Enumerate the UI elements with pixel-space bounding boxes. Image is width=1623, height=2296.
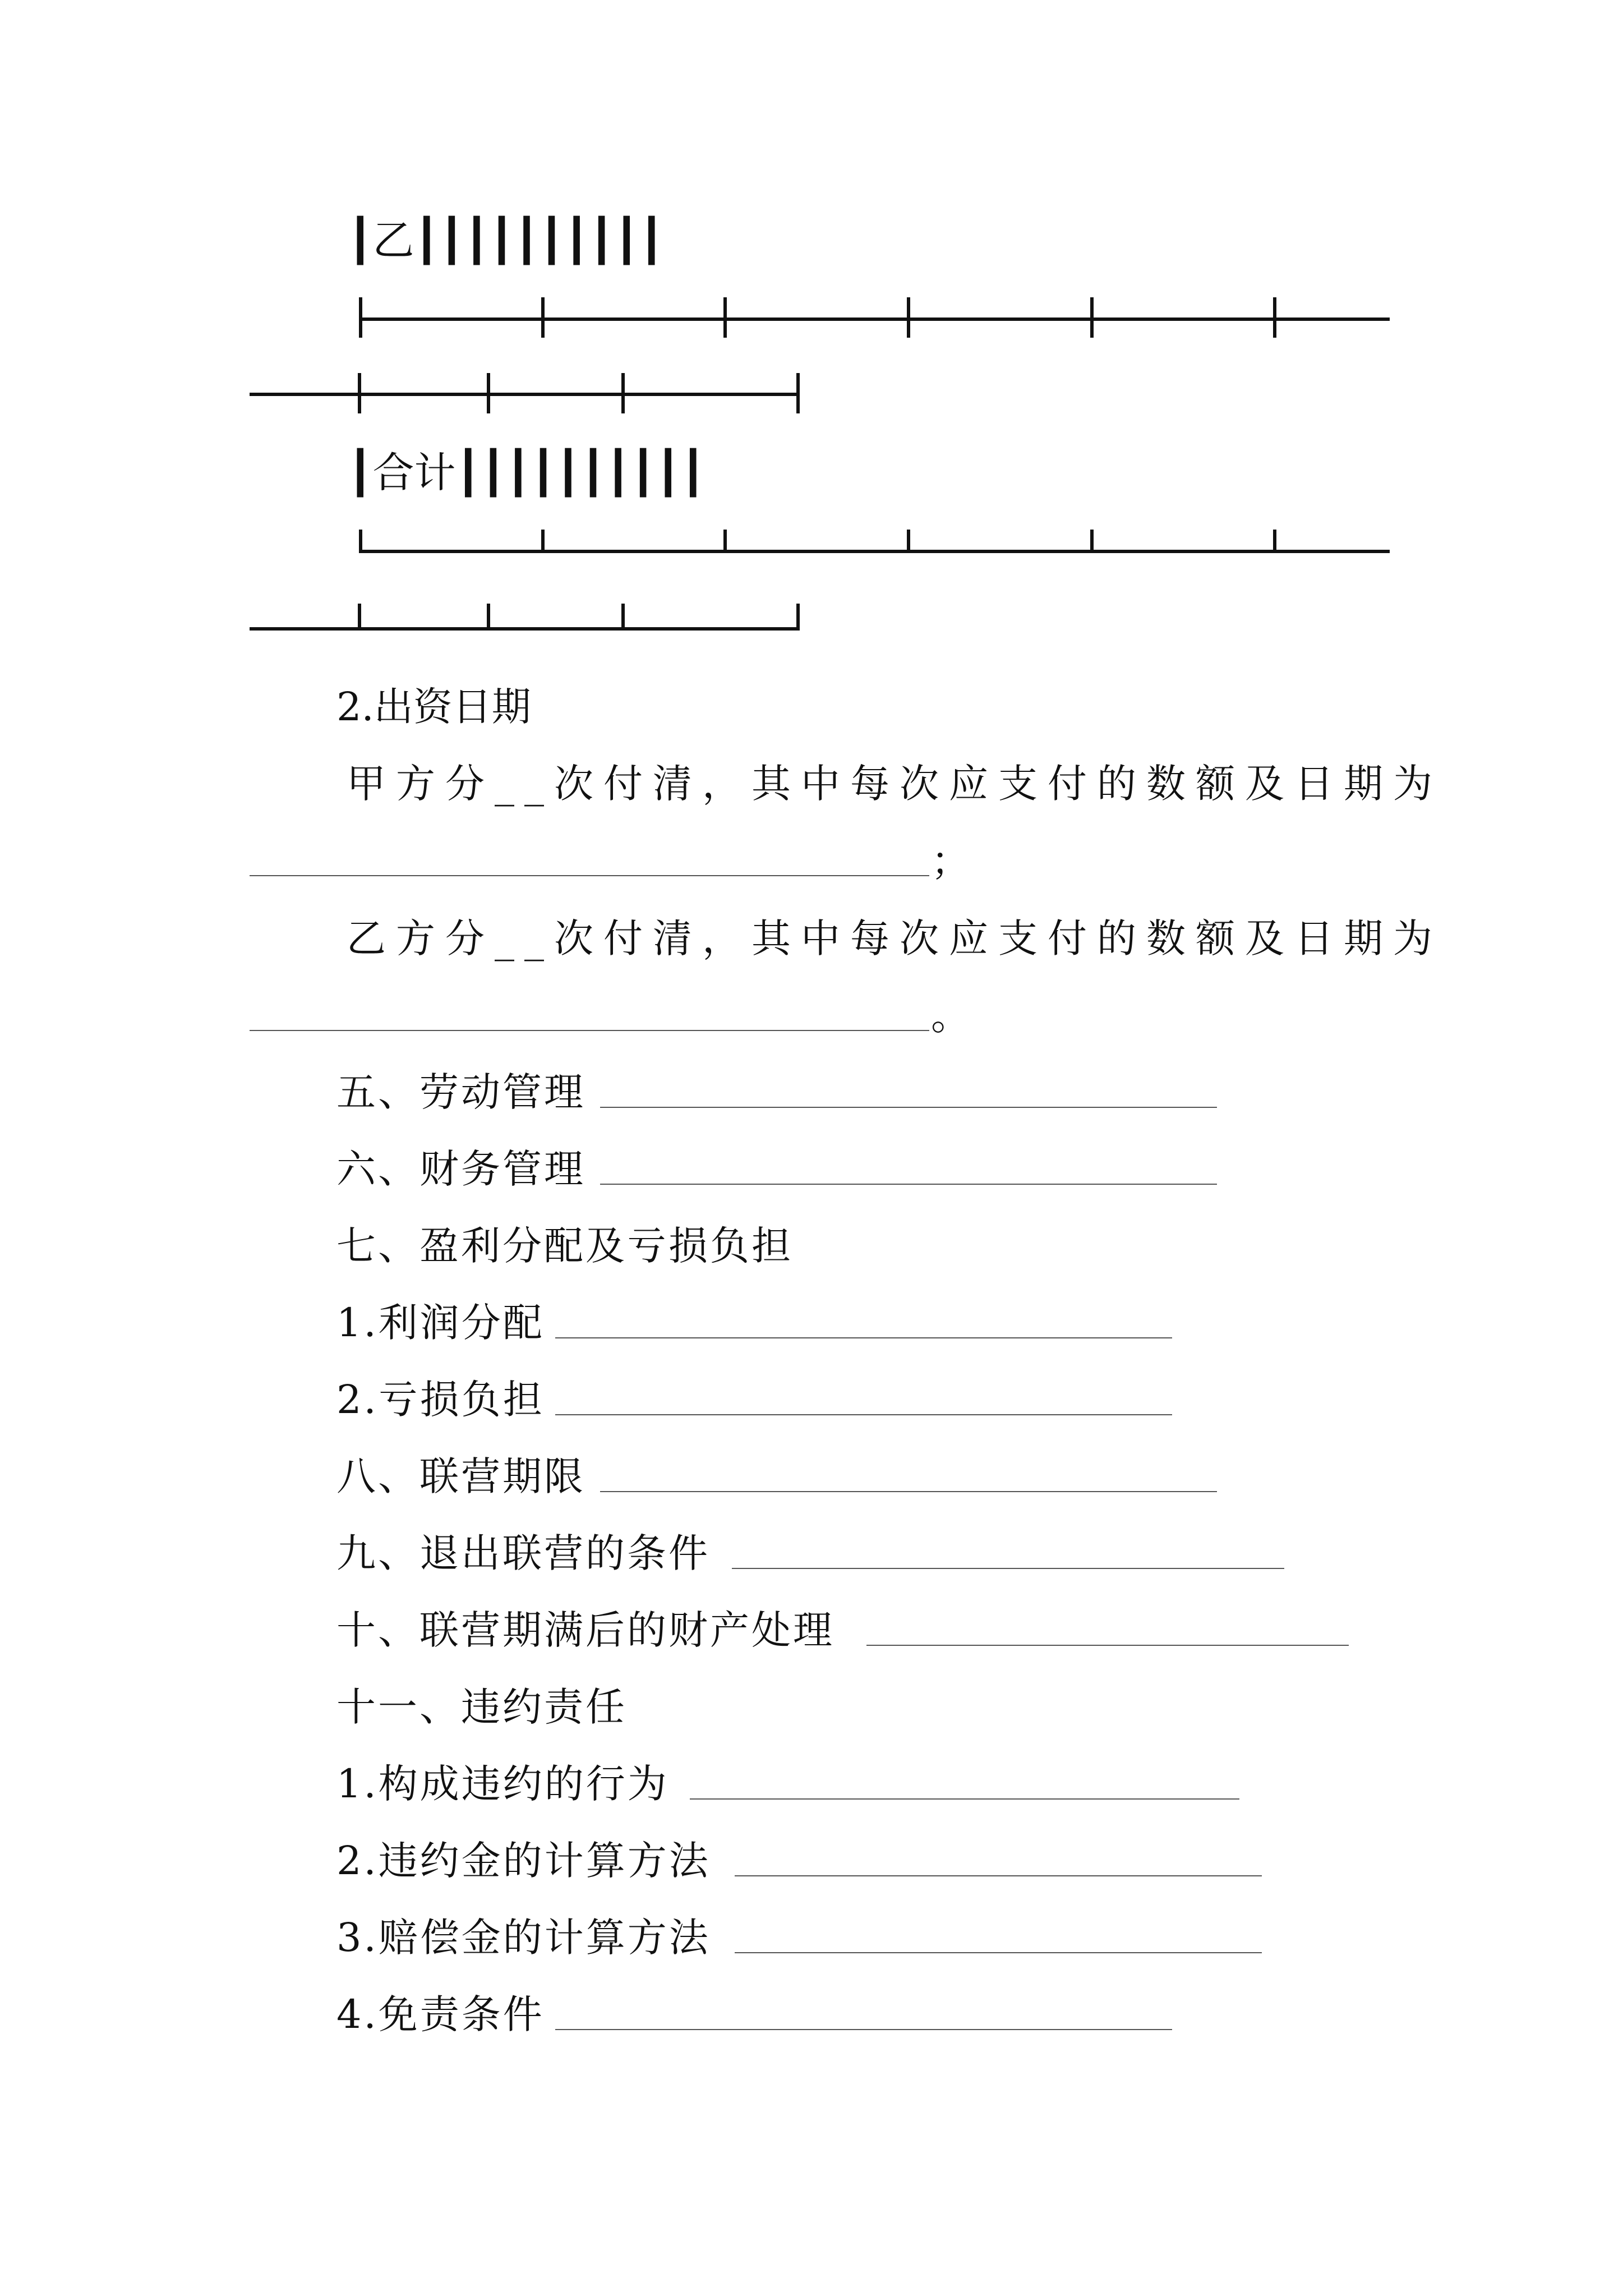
section-profit-loss: 七、盈利分配及亏损负担	[336, 1223, 793, 1269]
table-row-total: ┃合计┃┃┃┃┃┃┃┃┃┃	[348, 449, 706, 497]
fill-in-line	[250, 875, 929, 876]
table-row-yi: ┃乙┃┃┃┃┃┃┃┃┃┃	[348, 217, 665, 265]
fill-in-line	[555, 1337, 1172, 1338]
fill-in-line	[735, 1875, 1262, 1876]
fill-in-line	[600, 1107, 1217, 1108]
section-labor-management: 五、劳动管理	[336, 1069, 585, 1115]
fill-in-line	[866, 1645, 1349, 1646]
section-financial-management: 六、财务管理	[336, 1146, 585, 1192]
fill-in-line	[555, 1414, 1172, 1415]
party-a-payment-text: 甲方分__次付清，其中每次应支付的数额及日期为	[347, 761, 1442, 807]
item-loss-bearing: 2.亏损负担	[336, 1377, 545, 1423]
punctuation-semicolon: ；	[931, 838, 970, 884]
fill-in-line	[555, 2029, 1172, 2030]
section-heading-payment-date: 2.出资日期	[336, 684, 531, 730]
fill-in-line	[735, 1952, 1262, 1953]
fill-in-line	[250, 1030, 929, 1031]
item-penalty-calculation: 2.违约金的计算方法	[336, 1838, 711, 1884]
section-breach-liability: 十一、违约责任	[336, 1684, 627, 1730]
party-b-payment-text: 乙方分__次付清，其中每次应支付的数额及日期为	[347, 915, 1442, 961]
fill-in-line	[600, 1491, 1217, 1492]
item-profit-distribution: 1.利润分配	[336, 1300, 545, 1346]
fill-in-line	[690, 1798, 1239, 1800]
fill-in-line	[732, 1568, 1284, 1569]
section-withdrawal-conditions: 九、退出联营的条件	[336, 1530, 710, 1576]
punctuation-period: 。	[931, 993, 970, 1039]
item-breach-acts: 1.构成违约的行为	[336, 1761, 669, 1807]
section-property-disposal: 十、联营期满后的财产处理	[336, 1607, 834, 1653]
section-joint-venture-term: 八、联营期限	[336, 1453, 585, 1499]
item-compensation-calculation: 3.赔偿金的计算方法	[336, 1915, 711, 1961]
fill-in-line	[600, 1184, 1217, 1185]
item-exemption-conditions: 4.免责条件	[336, 1991, 545, 2037]
